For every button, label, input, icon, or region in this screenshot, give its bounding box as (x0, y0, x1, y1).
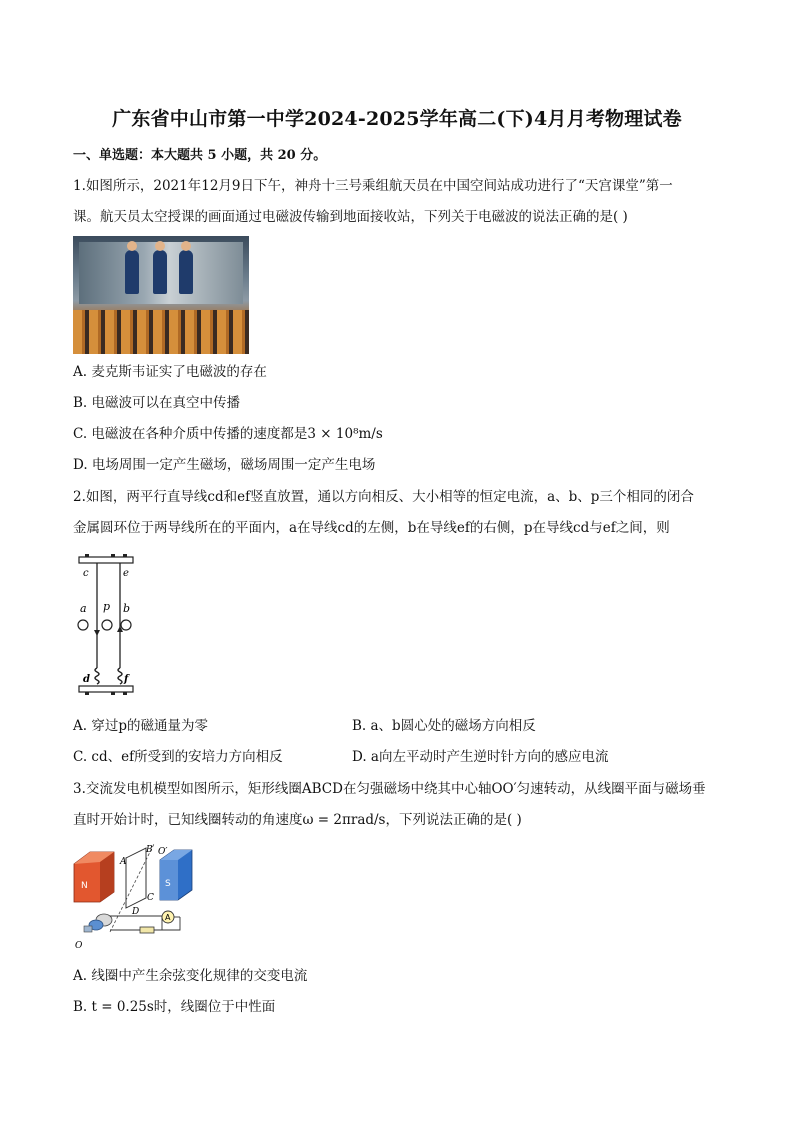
photo-audience (73, 310, 249, 354)
ring-p (102, 620, 112, 630)
tiangong-classroom-photo (73, 236, 249, 354)
spring-d (95, 668, 99, 684)
q1-option-a: A. 麦克斯韦证实了电磁波的存在 (73, 364, 267, 380)
label-c: c (83, 568, 89, 579)
current-down-arrow (94, 630, 100, 636)
resistor (140, 927, 154, 933)
q1-option-c: C. 电磁波在各种介质中传播的速度都是3 × 10⁸m/s (73, 426, 383, 442)
spring-f (118, 668, 122, 684)
ac-generator-diagram (70, 842, 200, 952)
axis-oo (110, 844, 154, 932)
ring-b (121, 620, 131, 630)
top-support-bar (79, 557, 133, 563)
q1-stem-line1: 1.如图所示，2021年12月9日下午，神舟十三号乘组航天员在中国空间站成功进行了“天宫课堂”第一 (73, 178, 673, 194)
q2-option-c: C. cd、ef所受到的安培力方向相反 (73, 749, 283, 765)
label-p: p (103, 600, 111, 613)
label-ammeter: A (165, 913, 171, 922)
photo-astronaut (125, 250, 139, 294)
q2-stem-line2: 金属圆环位于两导线所在的平面内，a在导线cd的左侧，b在导线ef的右侧，p在导线cd与ef之间，则 (73, 520, 670, 536)
label-O: O (75, 941, 83, 951)
bottom-support-bar (79, 686, 133, 692)
photo-astronaut (153, 250, 167, 294)
q2-option-a: A. 穿过p的磁通量为零 (73, 718, 208, 734)
q3-stem-line2: 直时开始计时，已知线圈转动的角速度ω = 2πrad/s，下列说法正确的是( ) (73, 812, 522, 828)
page-title: 广东省中山市第一中学2024-2025学年高二(下)4月月考物理试卷 (112, 108, 682, 130)
q3-option-b: B. t = 0.25s时，线圈位于中性面 (73, 999, 276, 1015)
brush (84, 926, 92, 932)
parallel-wires-diagram (73, 552, 145, 696)
q2-stem-line1: 2.如图，两平行直导线cd和ef竖直放置，通以方向相反、大小相等的恒定电流，a、b、p三个相同的闭合 (73, 489, 694, 505)
q1-stem-line2: 课。航天员太空授课的画面通过电磁波传输到地面接收站，下列关于电磁波的说法正确的是( ) (73, 209, 628, 225)
q2-option-d: D. a向左平动时产生逆时针方向的感应电流 (352, 749, 609, 765)
label-b: b (123, 602, 131, 615)
label-O-prime: O′ (158, 847, 168, 857)
q3-stem-line1: 3.交流发电机模型如图所示，矩形线圈ABCD在匀强磁场中绕其中心轴OO′匀速转动，从线圈平面与磁场垂 (73, 781, 706, 797)
label-s: S (165, 879, 171, 889)
section-heading: 一、单选题：本大题共 5 小题，共 20 分。 (73, 148, 327, 163)
label-a: a (80, 602, 87, 615)
label-B: B (146, 845, 153, 855)
label-e: e (123, 568, 129, 579)
q1-option-d: D. 电场周围一定产生磁场，磁场周围一定产生电场 (73, 457, 376, 473)
label-C: C (147, 893, 154, 903)
ring-a (78, 620, 88, 630)
label-f: f (124, 674, 129, 685)
q2-option-b: B. a、b圆心处的磁场方向相反 (352, 718, 536, 734)
label-D: D (132, 907, 140, 917)
label-d: d (83, 674, 90, 685)
photo-astronaut (179, 250, 193, 294)
label-n: N (81, 881, 88, 891)
q3-option-a: A. 线圈中产生余弦变化规律的交变电流 (73, 968, 308, 984)
coil-abcd (126, 848, 146, 908)
label-A: A (120, 857, 127, 867)
q1-option-b: B. 电磁波可以在真空中传播 (73, 395, 241, 411)
